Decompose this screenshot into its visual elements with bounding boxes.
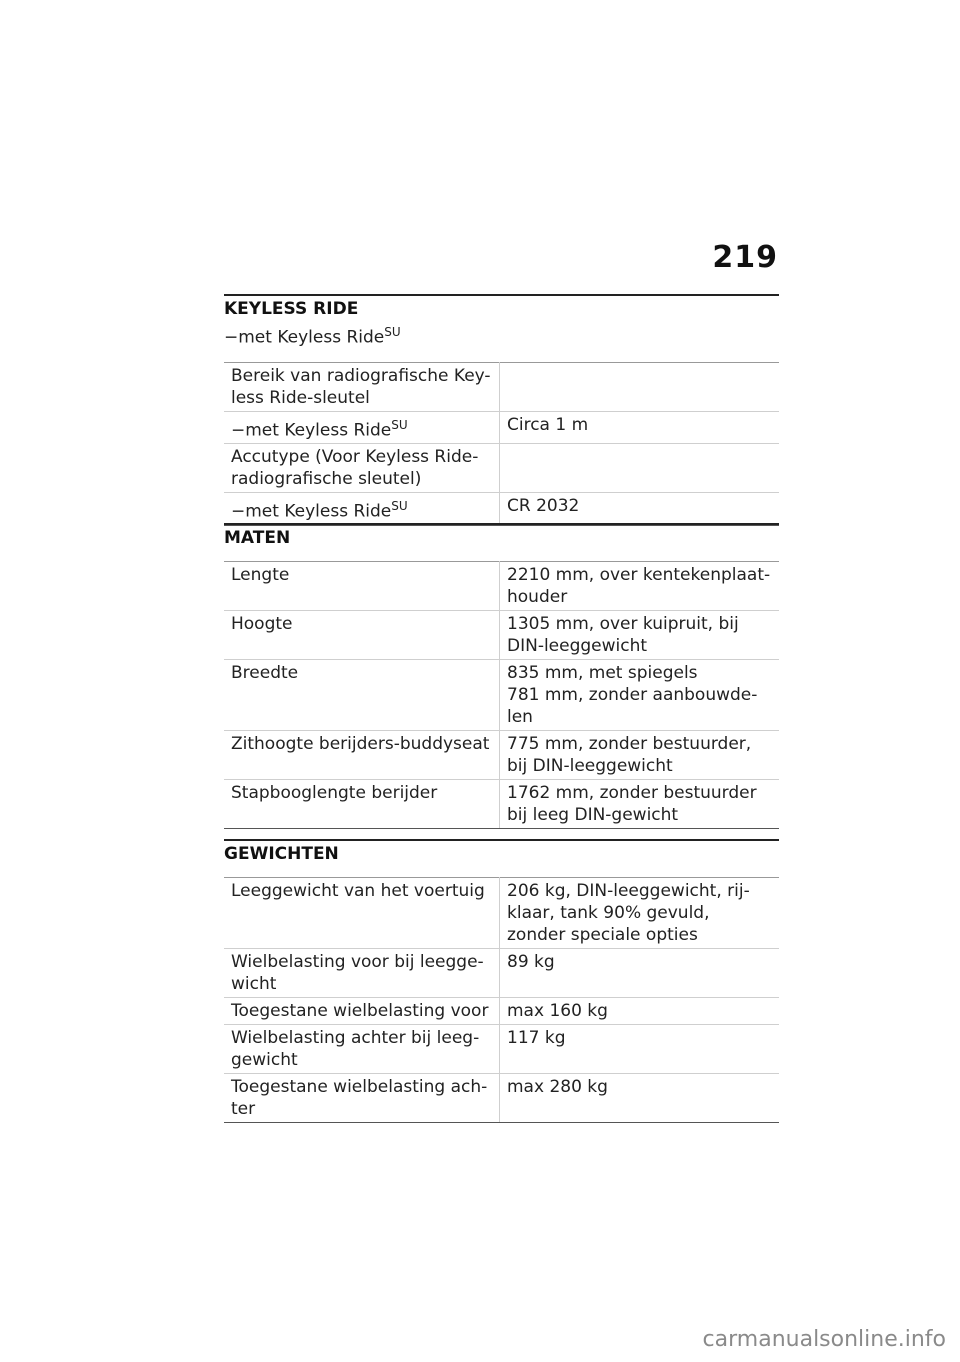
row-label-text: −met Keyless Ride [231, 420, 392, 441]
gewichten-heading: GEWICHTEN [224, 844, 339, 864]
keyless-ride-table [224, 362, 779, 526]
row-value: max 160 kg [500, 998, 780, 1025]
row-label-sup: SU [391, 417, 408, 432]
subline-text: −met Keyless Ride [224, 327, 385, 348]
row-label: Zithoogte berijders-buddyseat [224, 731, 500, 780]
watermark: carmanualsonline.info [702, 1327, 946, 1352]
row-label: Leeggewicht van het voertuig [224, 878, 500, 949]
row-label: Bereik van radiografische Key-less Ride-sleutel [224, 362, 500, 411]
row-value: Circa 1 m [500, 411, 780, 444]
table-row [224, 411, 779, 444]
keyless-ride-section [224, 294, 779, 526]
table-row [224, 493, 779, 526]
table-row [224, 1025, 779, 1074]
table-row [224, 731, 779, 780]
table-row [224, 998, 779, 1025]
maten-section [224, 523, 779, 829]
table-row [224, 878, 779, 949]
row-label: Toegestane wielbelasting ach-ter [224, 1074, 500, 1123]
row-label: Wielbelasting voor bij leegge-wicht [224, 949, 500, 998]
section-rule [224, 839, 779, 841]
row-label: Toegestane wielbelasting voor [224, 998, 500, 1025]
table-row [224, 660, 779, 731]
row-label: Breedte [224, 660, 500, 731]
subline-sup: SU [384, 325, 401, 339]
section-rule [224, 523, 779, 525]
row-label [224, 493, 500, 526]
row-value: 206 kg, DIN-leeggewicht, rij-klaar, tank 90% gevuld, zonder speciale opties [500, 878, 780, 949]
row-value: 2210 mm, over kentekenplaat-houder [500, 562, 780, 611]
row-value [500, 444, 780, 493]
gewichten-section [224, 839, 779, 1123]
table-row [224, 562, 779, 611]
row-value: 775 mm, zonder bestuurder, bij DIN-leeggewicht [500, 731, 780, 780]
row-label [224, 411, 500, 444]
table-row [224, 1074, 779, 1123]
row-value: 1305 mm, over kuipruit, bij DIN-leeggewicht [500, 611, 780, 660]
section-rule [224, 294, 779, 296]
row-label: Lengte [224, 562, 500, 611]
keyless-ride-subline [224, 325, 779, 348]
row-value [500, 660, 780, 731]
table-row [224, 611, 779, 660]
table-row [224, 949, 779, 998]
maten-heading: MATEN [224, 528, 291, 548]
table-row [224, 444, 779, 493]
row-value: max 280 kg [500, 1074, 780, 1123]
row-value-line: 781 mm, zonder aanbouwde-len [507, 685, 758, 727]
row-value: 1762 mm, zonder bestuurder bij leeg DIN-gewicht [500, 780, 780, 829]
table-row [224, 780, 779, 829]
page-number: 219 [712, 240, 778, 275]
table-row [224, 362, 779, 411]
row-value: CR 2032 [500, 493, 780, 526]
row-value: 89 kg [500, 949, 780, 998]
row-label: Accutype (Voor Keyless Ride-radiografische sleutel) [224, 444, 500, 493]
row-label-sup: SU [391, 499, 408, 514]
row-label: Stapbooglengte berijder [224, 780, 500, 829]
gewichten-table [224, 877, 779, 1123]
keyless-ride-heading: KEYLESS RIDE [224, 299, 359, 319]
row-value: 117 kg [500, 1025, 780, 1074]
row-value-line: 835 mm, met spiegels [507, 663, 698, 683]
row-label: Hoogte [224, 611, 500, 660]
maten-table [224, 561, 779, 829]
row-label-text: −met Keyless Ride [231, 501, 392, 522]
row-label: Wielbelasting achter bij leeg-gewicht [224, 1025, 500, 1074]
row-value [500, 362, 780, 411]
